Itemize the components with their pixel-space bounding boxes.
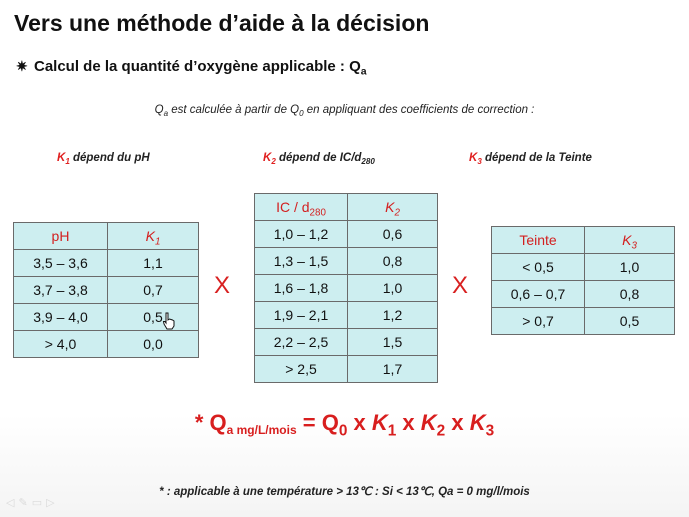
k3-table	[491, 226, 675, 335]
table-cell: < 0,5	[492, 254, 585, 281]
formula-k3-sub: 3	[485, 422, 495, 440]
table-cell: 1,0	[585, 254, 675, 281]
section-heading	[16, 58, 367, 78]
table-cell: 0,5	[108, 304, 199, 331]
hand-cursor-icon	[162, 312, 176, 330]
table-cell: 3,7 – 3,8	[14, 277, 108, 304]
formula-x2: x	[396, 410, 421, 435]
k3-label-rest: dépend de la Teinte	[481, 152, 592, 164]
section-heading-text: Calcul de la quantité d’oxygène applicable : Q	[34, 58, 361, 75]
table-header-row	[14, 223, 199, 250]
table-cell: 1,2	[348, 302, 438, 329]
table-row	[255, 221, 438, 248]
k3-label-k: K	[469, 152, 478, 164]
table-header-teinte: Teinte	[492, 227, 585, 254]
formula-k1-sub: 1	[387, 422, 397, 440]
formula-k2-sub: 2	[436, 422, 446, 440]
pen-icon[interactable]: ✎	[18, 497, 32, 509]
table-header-row	[255, 194, 438, 221]
formula-eq-q: = Q	[296, 410, 339, 435]
table-row	[14, 250, 199, 277]
table-cell: 1,7	[348, 356, 438, 383]
k2-table	[254, 193, 438, 383]
table-row	[255, 356, 438, 383]
intro-text-part1: est calculée à partir de Q	[168, 104, 300, 116]
k1-label	[57, 152, 150, 164]
slideshow-toolbar[interactable]	[6, 496, 59, 509]
asterisk-bullet-icon: ✷	[16, 58, 28, 74]
formula-k2: K	[420, 410, 437, 435]
k3-label-sub: 3	[477, 156, 482, 166]
table-header-row	[492, 227, 675, 254]
table-row	[255, 248, 438, 275]
table-row	[14, 277, 199, 304]
table-header-k1: $K_1$	[108, 223, 199, 250]
formula-x1: x	[347, 410, 372, 435]
formula-k3: K	[469, 410, 486, 435]
table-cell: 2,2 – 2,5	[255, 329, 348, 356]
k2-label-sub: 2	[271, 156, 276, 166]
table-cell: > 2,5	[255, 356, 348, 383]
table-cell: > 4,0	[14, 331, 108, 358]
table-row	[492, 308, 675, 335]
table-header-k3: $K_3$	[585, 227, 675, 254]
table-row	[255, 275, 438, 302]
intro-text-part2: en appliquant des coefficients de correction :	[303, 104, 535, 116]
table-cell: 0,8	[348, 248, 438, 275]
table-cell: 0,7	[108, 277, 199, 304]
k1-label-k: K	[57, 152, 66, 164]
table-row	[255, 329, 438, 356]
table-header-ph: pH	[14, 223, 108, 250]
intro-q: Q	[154, 104, 164, 116]
k1-label-sub: 1	[65, 156, 70, 166]
table-cell: 0,5	[585, 308, 675, 335]
k2-label-k: K	[263, 152, 272, 164]
table-header-ic: IC / $d_{280}$	[255, 194, 348, 221]
table-cell: 1,5	[348, 329, 438, 356]
table-cell: 0,0	[108, 331, 199, 358]
menu-icon[interactable]: ▭	[31, 497, 47, 509]
table-cell: 1,6 – 1,8	[255, 275, 348, 302]
formula-q-sub: a mg/L/mois	[226, 423, 297, 438]
multiply-sign-1: X	[214, 272, 231, 299]
multiply-sign-2: X	[452, 272, 469, 299]
table-cell: 0,8	[585, 281, 675, 308]
table-row	[492, 254, 675, 281]
table-row	[492, 281, 675, 308]
intro-q-sub: a	[163, 108, 169, 118]
table-cell: 0,6	[348, 221, 438, 248]
table-row	[14, 331, 199, 358]
formula-k1: K	[371, 410, 388, 435]
formula-x3: x	[445, 410, 470, 435]
k1-table	[13, 222, 199, 358]
slide-title: Vers une méthode d’aide à la décision	[14, 10, 430, 36]
footnote: * : applicable à une température > 13℃ : Si < 13℃, Qa = 0 mg/l/mois	[159, 486, 530, 498]
table-cell: 1,0	[348, 275, 438, 302]
formula-q0-sub: 0	[338, 422, 348, 440]
table-header-k2: $K_2$	[348, 194, 438, 221]
intro-text	[0, 104, 689, 116]
previous-icon[interactable]: ◁	[6, 497, 19, 509]
k2-label	[263, 152, 375, 164]
table-cell: 3,9 – 4,0	[14, 304, 108, 331]
formula-star-q: * Q	[194, 410, 227, 435]
table-cell: 1,1	[108, 250, 199, 277]
intro-q0-sub: 0	[299, 108, 304, 118]
table-cell: > 0,7	[492, 308, 585, 335]
formula	[0, 410, 689, 440]
table-row	[255, 302, 438, 329]
table-cell: 3,5 – 3,6	[14, 250, 108, 277]
k2-label-rest-sub: 280	[361, 156, 375, 166]
next-icon[interactable]: ▷	[46, 497, 59, 509]
table-cell: 1,0 – 1,2	[255, 221, 348, 248]
k3-label	[469, 152, 592, 164]
table-cell: 0,6 – 0,7	[492, 281, 585, 308]
k1-label-rest: dépend du pH	[69, 152, 150, 164]
table-cell: 1,3 – 1,5	[255, 248, 348, 275]
section-heading-sub: a	[360, 65, 367, 78]
k2-label-rest: dépend de IC/d	[275, 152, 362, 164]
table-cell: 1,9 – 2,1	[255, 302, 348, 329]
